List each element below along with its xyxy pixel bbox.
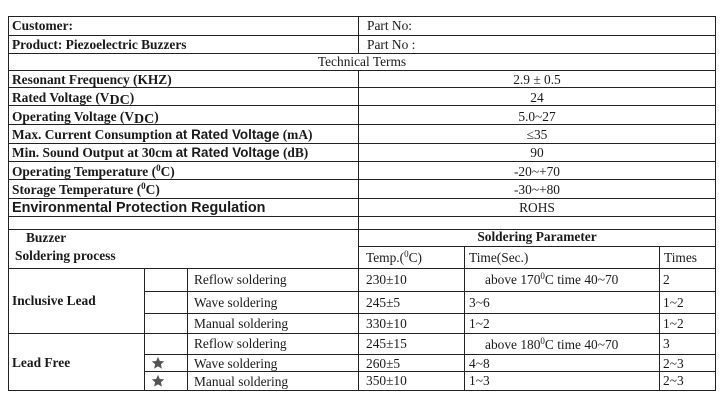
times-value: 2~3 xyxy=(663,356,684,371)
operating-voltage-value: 5.0~27 xyxy=(518,109,556,124)
lead-free-label: Lead Free xyxy=(12,355,71,370)
col-temp-header: Temp.($^0$C) xyxy=(366,249,422,265)
spec-sheet xyxy=(8,16,716,391)
time-value: 4~8 xyxy=(469,356,490,371)
time-value: 3~6 xyxy=(469,295,490,310)
time-value: 1~3 xyxy=(469,373,490,388)
times-value: 3 xyxy=(663,336,670,351)
resonant-frequency-value: 2.9 ± 0.5 xyxy=(513,72,561,87)
times-value: 1~2 xyxy=(663,295,684,310)
method-label: Reflow soldering xyxy=(194,272,287,287)
part-no-label: Part No: xyxy=(367,18,413,33)
rated-voltage-value: 24 xyxy=(530,90,544,105)
col-times-header: Times xyxy=(664,250,697,265)
customer-label: Customer: xyxy=(12,18,73,33)
section-title: Technical Terms xyxy=(317,54,407,69)
min-sound-value: 90 xyxy=(530,145,544,160)
rated-voltage-label: Rated Voltage (VDC) xyxy=(12,90,135,108)
temp-value: 230±10 xyxy=(366,272,407,287)
temp-value: 350±10 xyxy=(366,373,407,388)
inclusive-lead-label: Inclusive Lead xyxy=(12,293,96,308)
time-value: above $170^0C$ time 40~70 xyxy=(485,271,619,287)
soldering-parameter-title: Soldering Parameter xyxy=(477,229,597,244)
resonant-frequency-label: Resonant Frequency (KHZ) xyxy=(12,72,172,87)
operating-voltage-label: Operating Voltage (VDC) xyxy=(12,109,159,127)
time-value: 1~2 xyxy=(469,316,490,331)
method-label: Wave soldering xyxy=(194,356,278,371)
col-time-header: Time(Sec.) xyxy=(469,250,529,265)
buzzer-label: Buzzer xyxy=(26,230,67,245)
method-label: Wave soldering xyxy=(194,295,278,310)
part-no-label: Part No : xyxy=(367,37,416,52)
soldering-process-label: Soldering process xyxy=(15,248,116,263)
product-label: Product: Piezoelectric Buzzers xyxy=(12,37,187,52)
max-current-label: Max. Current Consumption at Rated Voltage (mA) xyxy=(12,127,313,142)
environmental-value: ROHS xyxy=(519,200,555,215)
method-label: Manual soldering xyxy=(194,316,289,331)
method-label: Reflow soldering xyxy=(194,336,287,351)
min-sound-label: Min. Sound Output at 30cm at Rated Voltage (dB) xyxy=(12,145,309,160)
star-icon xyxy=(151,356,165,370)
max-current-value: ≤35 xyxy=(526,127,548,142)
star-icon xyxy=(151,374,165,388)
temp-value: 330±10 xyxy=(366,316,407,331)
storage-temperature-label: Storage Temperature ($^0$C) xyxy=(12,181,160,197)
times-value: 2~3 xyxy=(663,373,684,388)
environmental-label: Environmental Protection Regulation xyxy=(12,200,266,216)
storage-temperature-value: -30~+80 xyxy=(513,182,561,197)
temp-value: 245±5 xyxy=(366,295,401,310)
method-label: Manual soldering xyxy=(194,374,289,389)
operating-temperature-label: Operating Temperature ($^0$C) xyxy=(12,163,175,179)
times-value: 1~2 xyxy=(663,316,684,331)
temp-value: 260±5 xyxy=(366,356,401,371)
operating-temperature-value: -20~+70 xyxy=(513,164,561,179)
times-value: 2 xyxy=(663,272,670,287)
time-value: above $180^0C$ time 40~70 xyxy=(485,336,619,352)
temp-value: 245±15 xyxy=(366,336,407,351)
